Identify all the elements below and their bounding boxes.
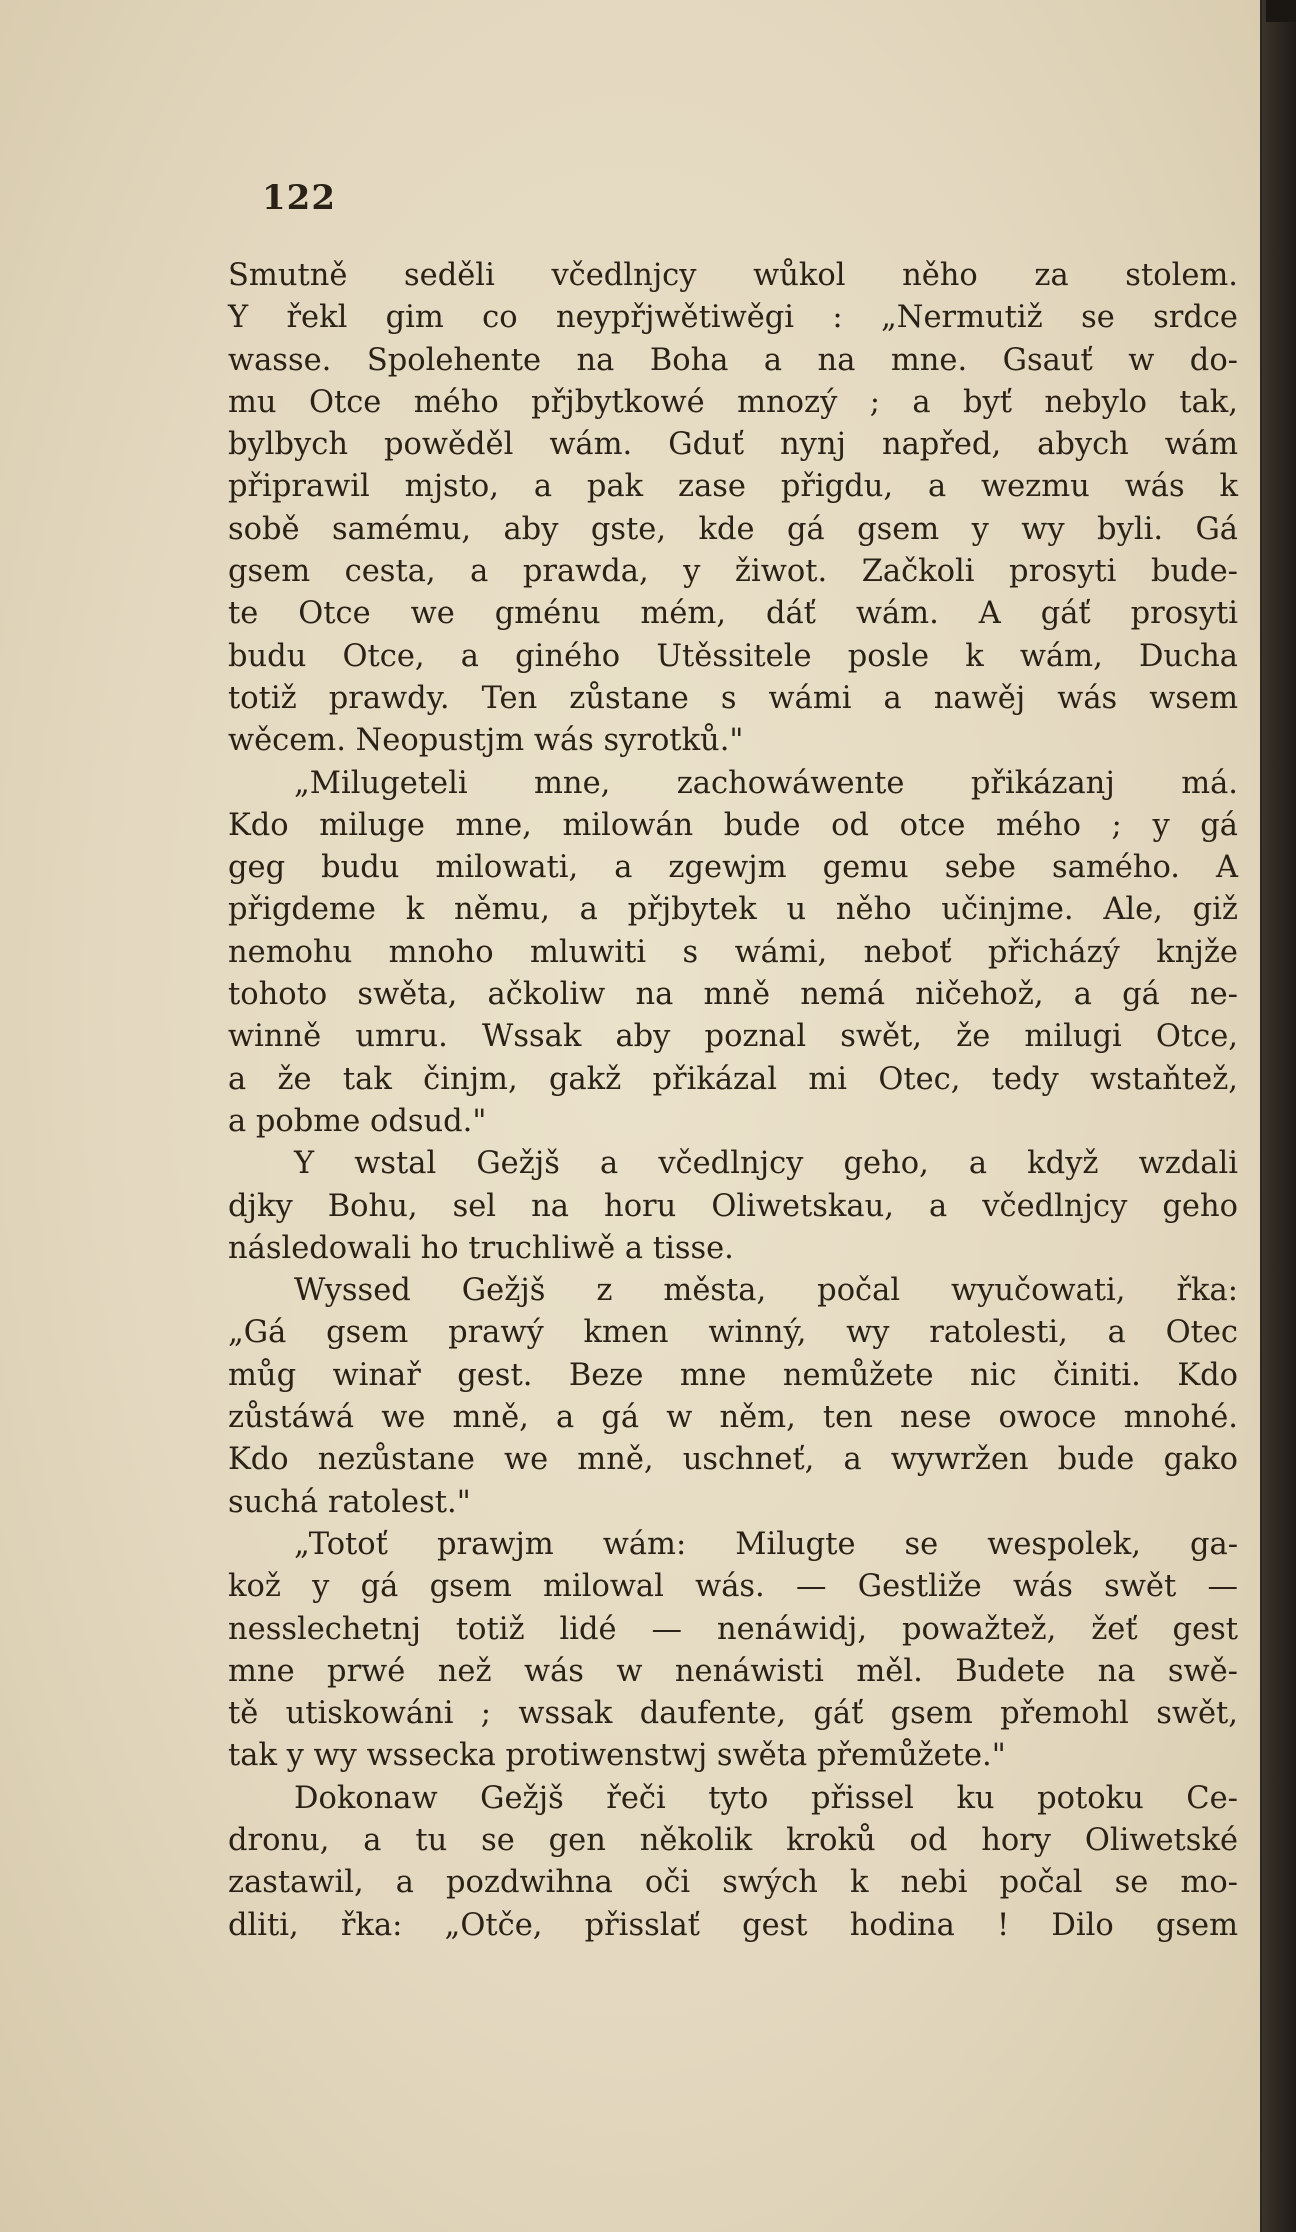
text-line: budu Otce, a giného Utěssitele posle k wám, Ducha: [228, 638, 1238, 674]
text-line: přigdeme k němu, a přjbytek u něho učinjme. Ale, giž: [228, 892, 1238, 928]
page-corner-shadow: [1266, 0, 1296, 22]
text-line: Wyssed Gežjš z města, počal wyučowati, řka:: [294, 1273, 1238, 1309]
text-line: mu Otce mého přjbytkowé mnozý ; a byť nebylo tak,: [228, 384, 1238, 420]
text-line: následowali ho truchliwě a tisse.: [228, 1230, 734, 1266]
text-line: dliti, řka: „Otče, přisslať gest hodina ! Dilo gsem: [228, 1907, 1238, 1943]
text-line: sobě samému, aby gste, kde gá gsem y wy byli. Gá: [228, 511, 1238, 547]
text-line: suchá ratolest.": [228, 1484, 471, 1520]
text-line: djky Bohu, sel na horu Oliwetskau, a včedlnjcy geho: [228, 1188, 1238, 1224]
text-line: te Otce we gménu mém, dáť wám. A gáť prosyti: [228, 596, 1238, 632]
text-line: gsem cesta, a prawda, y žiwot. Začkoli prosyti bude-: [228, 554, 1238, 590]
text-line: zůstáwá we mně, a gá w něm, ten nese owoce mnohé.: [228, 1400, 1238, 1436]
text-line: a pobme odsud.": [228, 1103, 487, 1139]
text-line: můg winař gest. Beze mne nemůžete nic činiti. Kdo: [228, 1357, 1238, 1393]
text-line: Kdo nezůstane we mně, uschneť, a wywržen bude gako: [228, 1442, 1238, 1478]
text-line: dronu, a tu se gen několik kroků od hory Oliwetské: [228, 1822, 1238, 1858]
text-line: Smutně seděli včedlnjcy wůkol něho za stolem.: [228, 258, 1238, 293]
text-line: tohoto swěta, ačkoliw na mně nemá ničehož, a gá ne-: [228, 977, 1238, 1013]
text-line: totiž prawdy. Ten zůstane s wámi a nawěj wás wsem: [228, 680, 1238, 716]
text-line: připrawil mjsto, a pak zase přigdu, a wezmu wás k: [228, 469, 1238, 505]
text-line: tě utiskowáni ; wssak daufente, gáť gsem přemohl swět,: [228, 1696, 1238, 1732]
text-line: geg budu milowati, a zgewjm gemu sebe samého. A: [228, 850, 1238, 886]
text-line: Dokonaw Gežjš řeči tyto přissel ku potoku Ce-: [294, 1780, 1238, 1816]
text-line: Y wstal Gežjš a včedlnjcy geho, a když wzdali: [294, 1146, 1238, 1182]
page-number: 122: [262, 178, 336, 218]
text-line: wěcem. Neopustjm wás syrotků.": [228, 723, 744, 759]
text-line: „Milugeteli mne, zachowáwente přikázanj má.: [294, 765, 1238, 801]
text-line: mne prwé než wás w nenáwisti měl. Budete na swě-: [228, 1653, 1238, 1689]
text-line: wasse. Spolehente na Boha a na mne. Gsauť w do-: [228, 342, 1238, 378]
text-line: „Totoť prawjm wám: Milugte se wespolek, ga-: [294, 1526, 1238, 1562]
text-line: „Gá gsem prawý kmen winný, wy ratolesti, a Otec: [228, 1315, 1238, 1351]
text-line: Y řekl gim co neypřjwětiwěgi : „Nermutiž se srdce: [228, 300, 1238, 336]
text-line: nesslechetnj totiž lidé — nenáwidj, powažtež, žeť gest: [228, 1611, 1238, 1647]
text-line: zastawil, a pozdwihna oči swých k nebi počal se mo-: [228, 1865, 1238, 1901]
book-gutter: [1262, 0, 1296, 2232]
text-line: bylbych powěděl wám. Gduť nynj napřed, abych wám: [228, 427, 1238, 463]
text-line: nemohu mnoho mluwiti s wámi, neboť přicházý knjže: [228, 934, 1238, 970]
text-line: tak y wy wssecka protiwenstwj swěta přemůžete.": [228, 1738, 1006, 1774]
text-line: a že tak činjm, gakž přikázal mi Otec, tedy wstaňtež,: [228, 1061, 1238, 1097]
text-line: Kdo miluge mne, milowán bude od otce mého ; y gá: [228, 807, 1238, 843]
body-text: [228, 255, 1238, 1947]
text-line: winně umru. Wssak aby poznal swět, že milugi Otce,: [228, 1019, 1238, 1055]
text-line: kož y gá gsem milowal wás. — Gestliže wás swět —: [228, 1569, 1238, 1605]
